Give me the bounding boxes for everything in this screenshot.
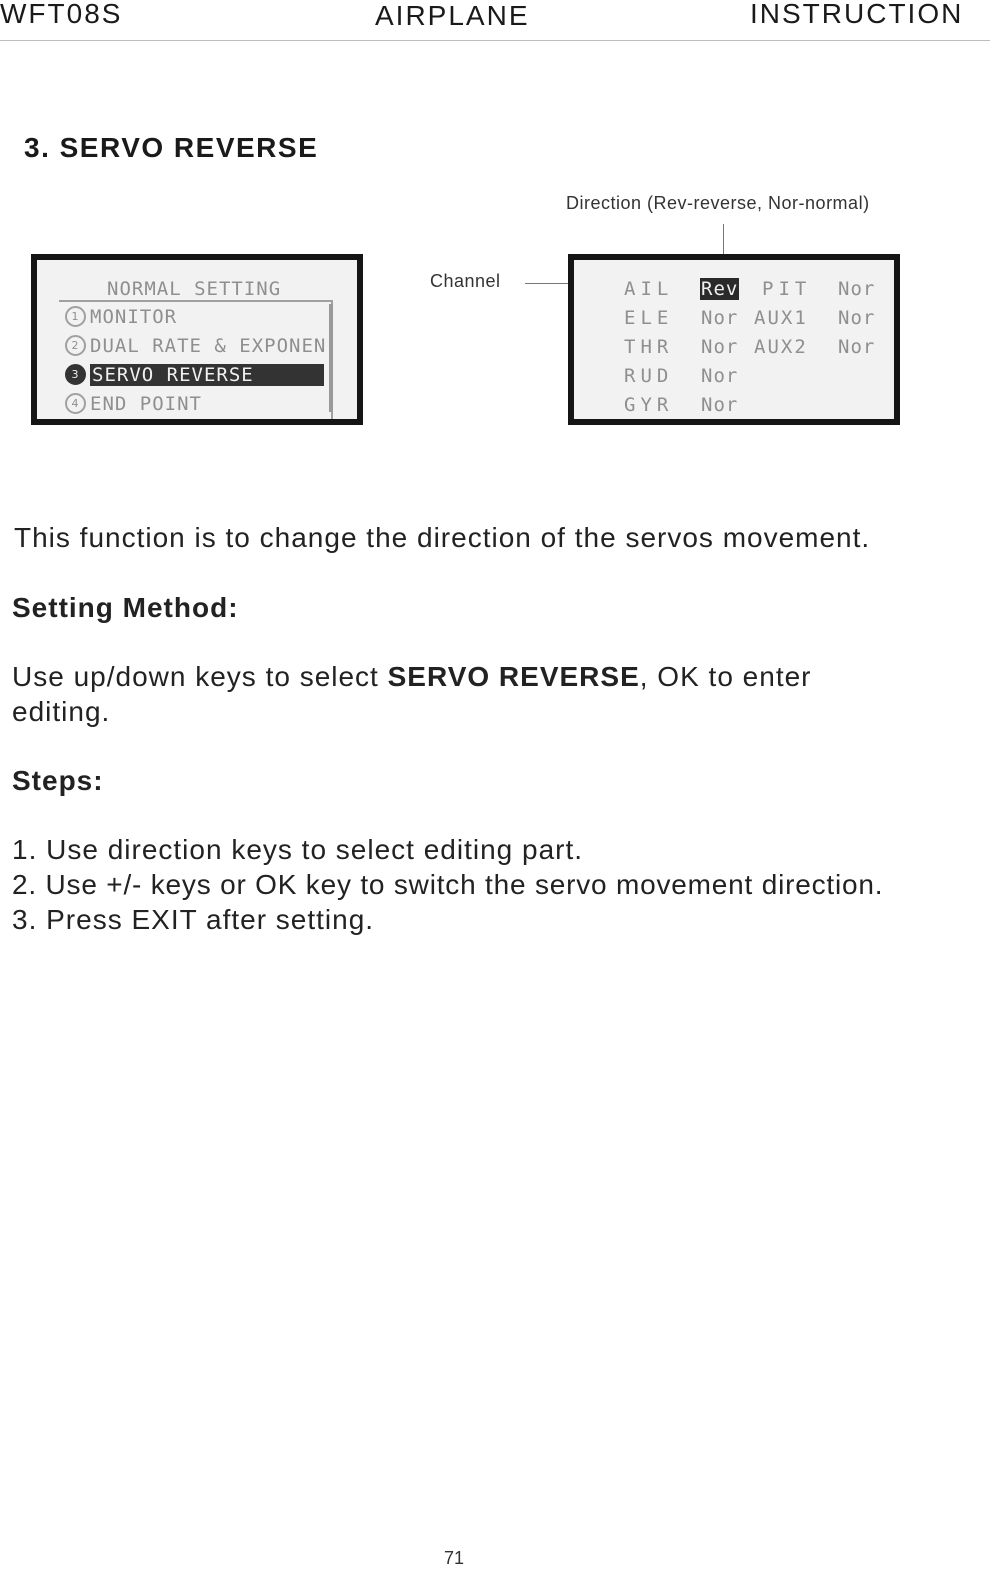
direction-gyr: Nor: [701, 394, 739, 416]
channel-gyr: GYR: [624, 394, 674, 416]
menu-lcd-screen: [31, 254, 363, 425]
menu-item-number: 3: [65, 364, 86, 385]
menu-item-servo-reverse: [65, 362, 324, 387]
step-3: 3. Press EXIT after setting.: [12, 904, 375, 935]
direction-ail: Rev: [701, 278, 739, 300]
channel-thr: THR: [624, 336, 674, 358]
header-divider: [0, 40, 990, 41]
method-text-bold: SERVO REVERSE: [387, 661, 640, 692]
channel-ele: ELE: [624, 307, 674, 329]
direction-rud: Nor: [701, 365, 739, 387]
direction-thr: Nor: [701, 336, 739, 358]
menu-item-number: 2: [65, 335, 86, 356]
direction-pit: Nor: [838, 278, 876, 300]
setting-method-heading: Setting Method:: [12, 592, 239, 623]
menu-item-label: DUAL RATE & EXPONEN: [90, 334, 327, 357]
direction-leader-line: [723, 224, 724, 254]
direction-callout-label: Direction (Rev-reverse, Nor-normal): [566, 193, 870, 213]
menu-lcd-display: [37, 260, 357, 419]
channel-ail: AIL: [624, 278, 674, 300]
step-1: 1. Use direction keys to select editing part.: [12, 834, 584, 865]
menu-title: NORMAL SETTING: [107, 278, 282, 300]
section-title: 3. SERVO REVERSE: [24, 132, 319, 163]
menu-scrollbar: [329, 304, 333, 412]
step-2: 2. Use +/- keys or OK key to switch the servo movement direction.: [12, 869, 884, 900]
header-model: WFT08S: [0, 0, 123, 29]
header-category: AIRPLANE: [375, 0, 530, 31]
channel-aux1: AUX1: [754, 307, 808, 329]
reverse-lcd-screen: [568, 254, 900, 425]
page-number: 71: [444, 1548, 465, 1568]
menu-item-end-point: [65, 391, 202, 416]
menu-item-dual-rate: [65, 333, 326, 358]
reverse-lcd-display: [574, 260, 894, 419]
channel-pit: PIT: [762, 278, 812, 300]
method-text-post: , OK to enter: [639, 661, 812, 692]
direction-aux1: Nor: [838, 307, 876, 329]
channel-leader-line: [525, 283, 569, 284]
menu-item-label: END POINT: [90, 392, 202, 415]
steps-heading: Steps:: [12, 765, 104, 796]
channel-aux2: AUX2: [754, 336, 808, 358]
method-line-1: [12, 659, 812, 694]
method-text-pre: Use up/down keys to select: [12, 661, 388, 692]
method-line-2: editing.: [12, 696, 111, 727]
header-doc-type: INSTRUCTION: [750, 0, 964, 29]
menu-item-number: 1: [65, 306, 86, 327]
intro-paragraph: This function is to change the direction of the servos movement.: [14, 522, 871, 553]
channel-rud: RUD: [624, 365, 674, 387]
direction-ele: Nor: [701, 307, 739, 329]
direction-aux2: Nor: [838, 336, 876, 358]
channel-callout-label: Channel: [430, 271, 501, 291]
menu-item-number: 4: [65, 393, 86, 414]
menu-item-label: MONITOR: [90, 305, 178, 328]
menu-item-label-selected: SERVO REVERSE: [90, 364, 324, 386]
menu-item-monitor: [65, 304, 177, 329]
